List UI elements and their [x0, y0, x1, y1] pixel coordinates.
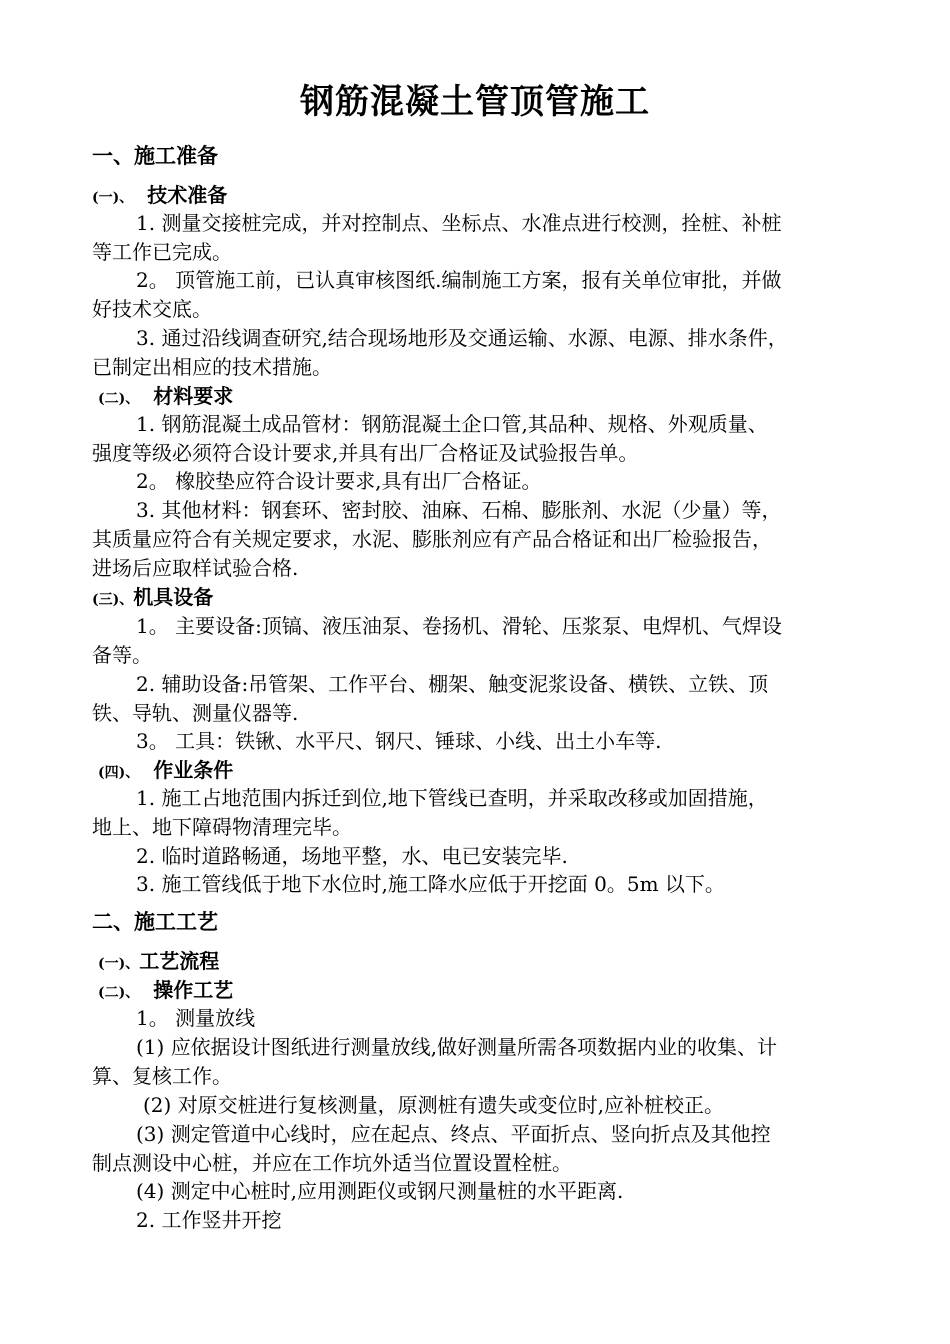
paragraph-line: 1。 测量放线 — [136, 1006, 256, 1030]
paragraph-line: 1. 施工占地范围内拆迁到位,地下管线已查明，并采取改移或加固措施， — [136, 786, 768, 810]
paragraph-line: 2. 工作竖井开挖 — [136, 1208, 282, 1232]
paragraph-line: 2。 橡胶垫应符合设计要求,具有出厂合格证。 — [136, 469, 542, 493]
section-heading-preparation: 一、施工准备 — [92, 144, 218, 168]
section-heading-process: 二、施工工艺 — [92, 910, 218, 934]
paragraph-line: 3. 施工管线低于地下水位时,施工降水应低于开挖面 0。5m 以下。 — [136, 872, 725, 896]
paragraph-line: 等工作已完成。 — [92, 240, 232, 264]
subsection-marker: (二)、 — [98, 391, 140, 407]
paragraph-line: 2. 辅助设备:吊管架、工作平台、棚架、触变泥浆设备、横铁、立铁、顶 — [136, 672, 769, 696]
paragraph-line: 1。 主要设备:顶镐、液压油泵、卷扬机、滑轮、压浆泵、电焊机、气焊设 — [136, 614, 782, 638]
paragraph-line: 进场后应取样试验合格. — [92, 556, 299, 580]
paragraph-line: 1. 测量交接桩完成，并对控制点、坐标点、水准点进行校测，拴桩、补桩 — [136, 211, 782, 235]
paragraph-line: 备等。 — [92, 643, 152, 667]
paragraph-line: 其质量应符合有关规定要求，水泥、膨胀剂应有产品合格证和出厂检验报告， — [92, 527, 772, 551]
paragraph-line: (1) 应依据设计图纸进行测量放线,做好测量所需各项数据内业的收集、计 — [136, 1035, 778, 1059]
subsection-title: 工艺流程 — [139, 949, 220, 973]
page-title: 钢筋混凝土管顶管施工 — [300, 82, 650, 122]
subsection-marker: (一)、 — [92, 190, 134, 206]
subsection-marker: (二)、 — [98, 985, 140, 1001]
subsection-heading-flow — [98, 947, 219, 979]
paragraph-line: 强度等级必须符合设计要求,并具有出厂合格证及试验报告单。 — [92, 441, 639, 465]
paragraph-line: (4) 测定中心桩时,应用测距仪或钢尺测量桩的水平距离. — [136, 1179, 624, 1203]
subsection-title: 材料要求 — [153, 384, 234, 408]
subsection-heading-equipment — [92, 583, 213, 615]
subsection-title: 操作工艺 — [153, 978, 234, 1002]
subsection-title: 机具设备 — [133, 585, 214, 609]
paragraph-line: 已制定出相应的技术措施。 — [92, 355, 332, 379]
paragraph-line: 2. 临时道路畅通，场地平整，水、电已安装完毕. — [136, 844, 568, 868]
subsection-marker: (四)、 — [98, 765, 140, 781]
subsection-marker: (三)、 — [92, 592, 134, 608]
paragraph-line: 3. 其他材料：钢套环、密封胶、油麻、石棉、膨胀剂、水泥（少量）等， — [136, 498, 782, 522]
paragraph-line: 2。 顶管施工前，已认真审核图纸.编制施工方案，报有关单位审批，并做 — [136, 268, 782, 292]
paragraph-line: 1. 钢筋混凝土成品管材：钢筋混凝土企口管,其品种、规格、外观质量、 — [136, 412, 768, 436]
paragraph-line: 铁、导轨、测量仪器等. — [92, 701, 299, 725]
paragraph-line: 制点测设中心桩，并应在工作坑外适当位置设置栓桩。 — [92, 1151, 572, 1175]
paragraph-line: 算、复核工作。 — [92, 1064, 232, 1088]
paragraph-line: 3. 通过沿线调查研究,结合现场地形及交通运输、水源、电源、排水条件， — [136, 326, 788, 350]
paragraph-line: 好技术交底。 — [92, 297, 212, 321]
paragraph-line: 地上、地下障碍物清理完毕。 — [92, 815, 352, 839]
paragraph-line: 3。 工具：铁锹、水平尺、钢尺、锤球、小线、出土小车等. — [136, 729, 662, 753]
subsection-marker: (一)、 — [98, 956, 140, 972]
subsection-title: 作业条件 — [153, 758, 234, 782]
subsection-title: 技术准备 — [147, 183, 228, 207]
paragraph-line: (2) 对原交桩进行复核测量，原测桩有遗失或变位时,应补桩校正。 — [143, 1093, 725, 1117]
paragraph-line: (3) 测定管道中心线时，应在起点、终点、平面折点、竖向折点及其他控 — [136, 1122, 771, 1146]
